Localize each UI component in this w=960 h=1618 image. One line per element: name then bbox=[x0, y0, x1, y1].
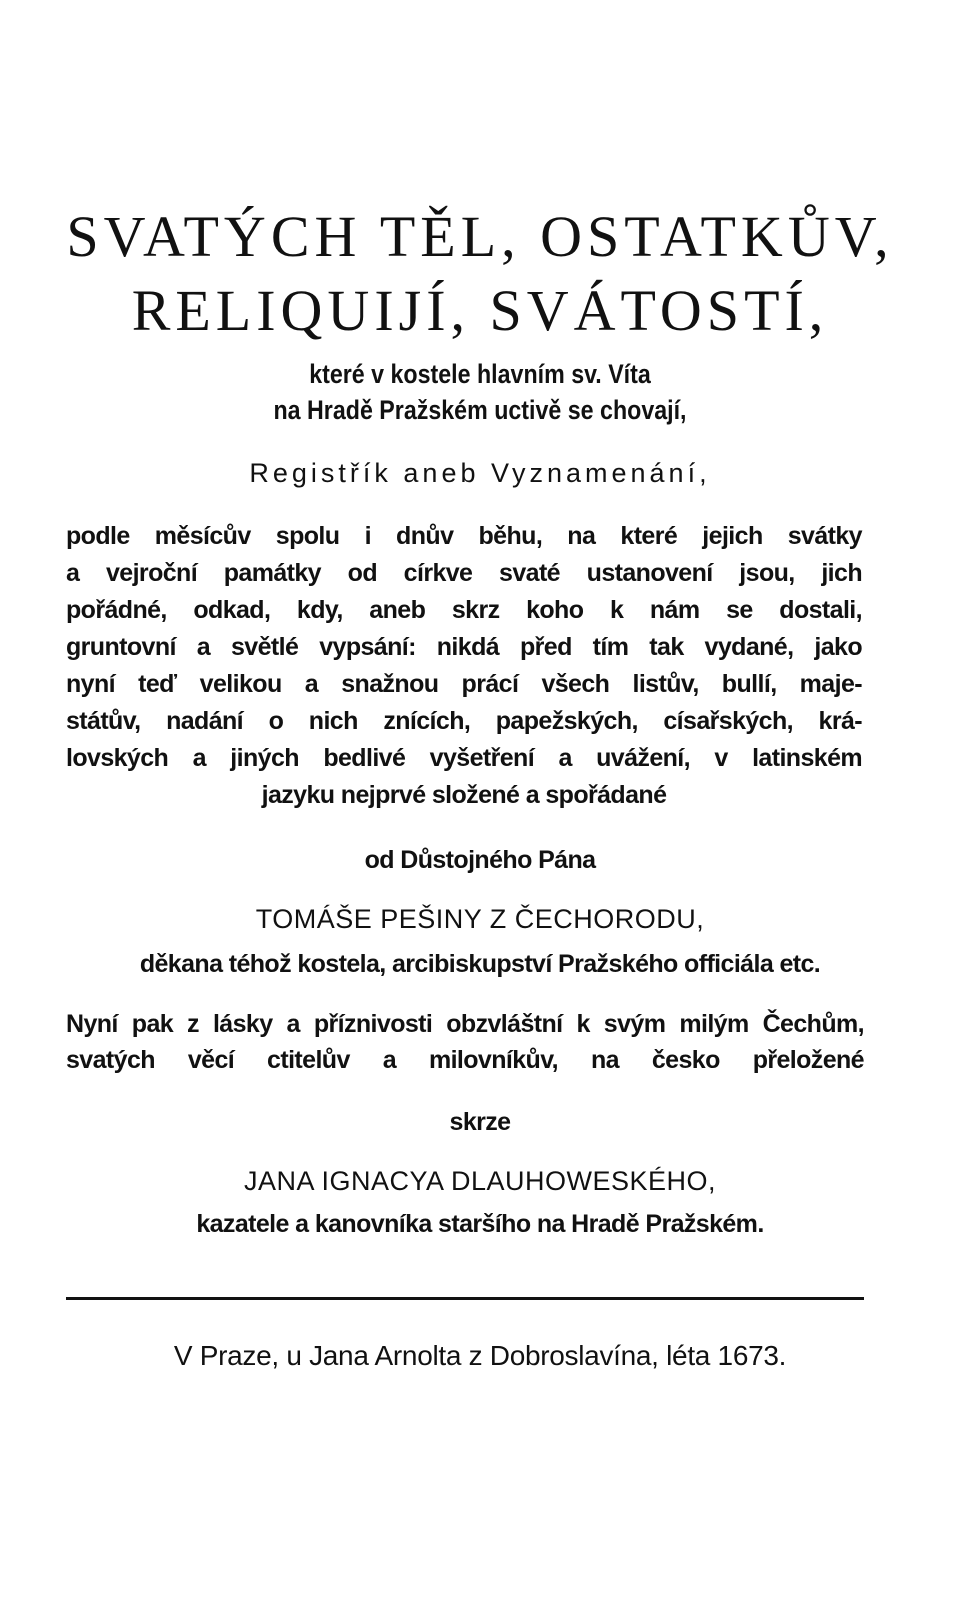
intro-line-1: které v kostele hlavním sv. Víta bbox=[309, 359, 651, 389]
divider-rule bbox=[66, 1297, 864, 1300]
author-1-name: TOMÁŠE PEŠINY Z ČECHORODU, bbox=[255, 904, 705, 934]
title-line-2: RELIQUIJÍ, SVÁTOSTÍ, bbox=[131, 278, 829, 343]
imprint: V Praze, u Jana Arnolta z Dobroslavína, léta 1673. bbox=[173, 1340, 787, 1371]
author-1-description: děkana téhož kostela, arcibiskupství Pražského officiála etc. bbox=[139, 950, 821, 978]
translation-line-2: svatých věcí ctitelův a milovníkův, na česko přeložené bbox=[66, 1046, 864, 1074]
author-2-description: kazatele a kanovníka staršího na Hradě Pražském. bbox=[196, 1210, 764, 1238]
paragraph-line-6: státův, nadání o nich znících, papežských, císařských, krá- bbox=[66, 707, 862, 735]
author-2-name: JANA IGNACYA DLAUHOWESKÉHO, bbox=[243, 1166, 717, 1196]
title-line-1: SVATÝCH TĚL, OSTATKŮV, bbox=[66, 204, 894, 269]
paragraph-line-1: podle měsícův spolu i dnův běhu, na které jejich svátky bbox=[66, 522, 862, 550]
intro-line-2: na Hradě Pražském uctivě se chovají, bbox=[273, 395, 687, 425]
paragraph-line-7: lovských a jiných bedlivé vyšetření a uvážení, v latinském bbox=[66, 744, 862, 772]
register-heading: Registřík aneb Vyznamenání, bbox=[249, 458, 711, 488]
intro-text bbox=[67, 356, 893, 428]
description-paragraph bbox=[66, 518, 862, 814]
paragraph-line-5: nyní teď velikou a snažnou prácí všech listův, bullí, maje- bbox=[66, 670, 862, 698]
paragraph-line-2: a vejroční památky od církve svaté ustanovení jsou, jich bbox=[66, 559, 862, 587]
through-label: skrze bbox=[449, 1108, 511, 1136]
paragraph-line-8: jazyku nejprvé složené a spořádané bbox=[261, 781, 667, 809]
from-label: od Důstojného Pána bbox=[364, 846, 596, 874]
translation-line-1: Nyní pak z lásky a příznivosti obzvláštní k svým milým Čechům, bbox=[66, 1010, 864, 1038]
paragraph-line-3: pořádné, odkad, kdy, aneb skrz koho k nám se dostali, bbox=[66, 596, 862, 624]
paragraph-line-4: gruntovní a světlé vypsání: nikdá před tím tak vydané, jako bbox=[66, 633, 862, 661]
